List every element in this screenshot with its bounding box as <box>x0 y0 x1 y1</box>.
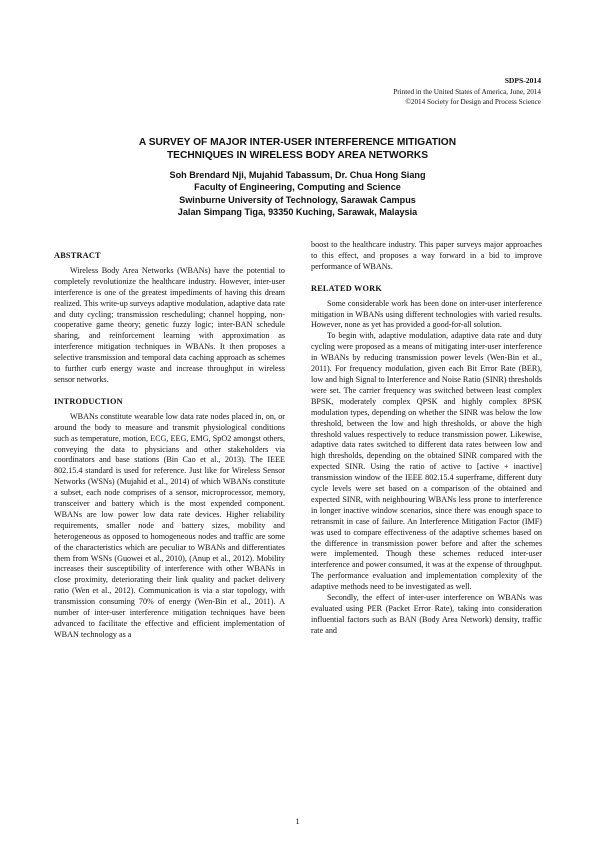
introduction-heading: INTRODUCTION <box>54 396 123 406</box>
copyright-line: ©2014 Society for Design and Process Science <box>405 98 541 106</box>
paper-code: SDPS-2014 <box>504 76 541 85</box>
right-column <box>311 240 542 637</box>
introduction-continuation: boost to the healthcare industry. This paper surveys major approaches to this effect, and proposes a way forward in a bid to improve performance of WBANs. <box>311 240 542 271</box>
author-block <box>60 169 535 219</box>
related-work-heading: RELATED WORK <box>311 283 383 293</box>
author-names: Soh Brendard Nji, Mujahid Tabassum, Dr. Chua Hong Siang <box>169 170 426 180</box>
abstract-text: Wireless Body Area Networks (WBANs) have the potential to completely revolutionize the healthcare industry. However, inter-user interference is one of the greatest impediments of having this dream realized. This write-up surveys adaptive modulation, adaptive data rate and duty cycling; transmission rescheduling; channel hopping, non-cooperative game theory; genetic fuzzy logic; inter-BAN schedule sharing, and reinforcement learning with approximation as interference mitigation techniques in WBANs. It then proposes a selective transmission and temporal data caching approach as schemes to further curb energy waste and increase throughput in wireless sensor networks. <box>54 265 285 384</box>
abstract-heading: ABSTRACT <box>54 251 101 260</box>
introduction-text: WBANs constitute wearable low data rate nodes placed in, on, or around the body to measure and transmit physiological conditions such as temperature, motion, ECG, EEG, EMG, SpO2 amongst others, conveying the data to physicians and other stakeholders via coordinators and base stations (Bin Cao et al., 2013). The IEEE 802.15.4 standard is used for reference. Just like for Wireless Sensor Networks (WSNs) (Mujahid et al., 2014) of which WBANs constitute a subset, each node comprises of a sensor, microprocessor, memory, transceiver and battery which is the most expended component. WBANs are low power low data rate devices. Higher reliability requirements, smaller node and battery sizes, mobility and heterogeneous as opposed to homogeneous nodes and traffic are some of the characteristics which are peculiar to WBANs and differentiates them from WSNs (Guowei et al., 2010), (Anup et al., 2012). Mobility increases their susceptibility of interference with other WBANs in close proximity, deteriorating their link quality and packet delivery ratio (Wen et al., 2012). Communication is via a star topology, with transmission consuming 70% of energy (Wen-Bin et al., 2011). A number of inter-user interference mitigation techniques have been advanced to facilitate the effective and efficient implementation of WBAN technology as a <box>54 411 285 639</box>
related-work-paragraph: Secondly, the effect of inter-user interference on WBANs was evaluated using PER (Packet Error Rate), taking into consideration influential factors such as BAN (Body Area Network) density, traffic rate and <box>311 593 542 635</box>
page-number: 1 <box>295 817 300 826</box>
title-line-2: TECHNIQUES IN WIRELESS BODY AREA NETWORKS <box>166 150 429 162</box>
title-line-1: A SURVEY OF MAJOR INTER-USER INTERFERENCE MITIGATION <box>138 137 457 148</box>
author-university: Swinburne University of Technology, Sarawak Campus <box>179 194 416 205</box>
related-work-paragraph: To begin with, adaptive modulation, adaptive data rate and duty cycling were proposed as a means of mitigating inter-user interference in WBANs by reducing transmission power levels (Wen-Bin et al., 2011). For frequency modulation, given each Bit Error Rate (BER), low and high Signal to Interference and Noise Ratio (SINR) thresholds were set. The carrier frequency was switched between least complex BPSK, moderately complex QPSK and highly complex 8PSK modulation types, depending on whether the SINR was below the low threshold, between the low and high thresholds, or above the high threshold values respectively to reduce transmission power. Likewise, adaptive data rates switched to different data rates between low and high thresholds, depending on the obtained SINR compared with the expected SINR. Using the ratio of active to [active + inactive] transmission window of the IEEE 802.15.4 superframe, different duty cycle levels were set based on a comparison of the obtained and expected SINR, with neighbouring WBANs less prone to interference in longer inactive window scenarios, since there was enough space to retransmit in case of failure. An Interference Mitigation Factor (IMF) was used to compare effectiveness of the adaptive schemes based on the difference in transmission power before and after the schemes were implemented. Though these schemes reduced inter-user interference and power consumed, it was at the expense of throughput. The performance evaluation and implementation complexity of the adaptive methods need to be investigated as well. <box>311 331 542 592</box>
author-faculty: Faculty of Engineering, Computing and Science <box>194 182 401 193</box>
printed-line: Printed in the United States of America, June, 2014 <box>393 87 541 96</box>
running-header <box>393 76 541 108</box>
paper-title <box>60 136 535 163</box>
author-address: Jalan Simpang Tiga, 93350 Kuching, Sarawak, Malaysia <box>177 207 418 218</box>
left-column <box>54 251 285 641</box>
related-work-paragraph: Some considerable work has been done on inter-user interference mitigation in WBANs using different technologies with varied results. However, none as yet has provided a good-for-all solution. <box>311 298 542 330</box>
